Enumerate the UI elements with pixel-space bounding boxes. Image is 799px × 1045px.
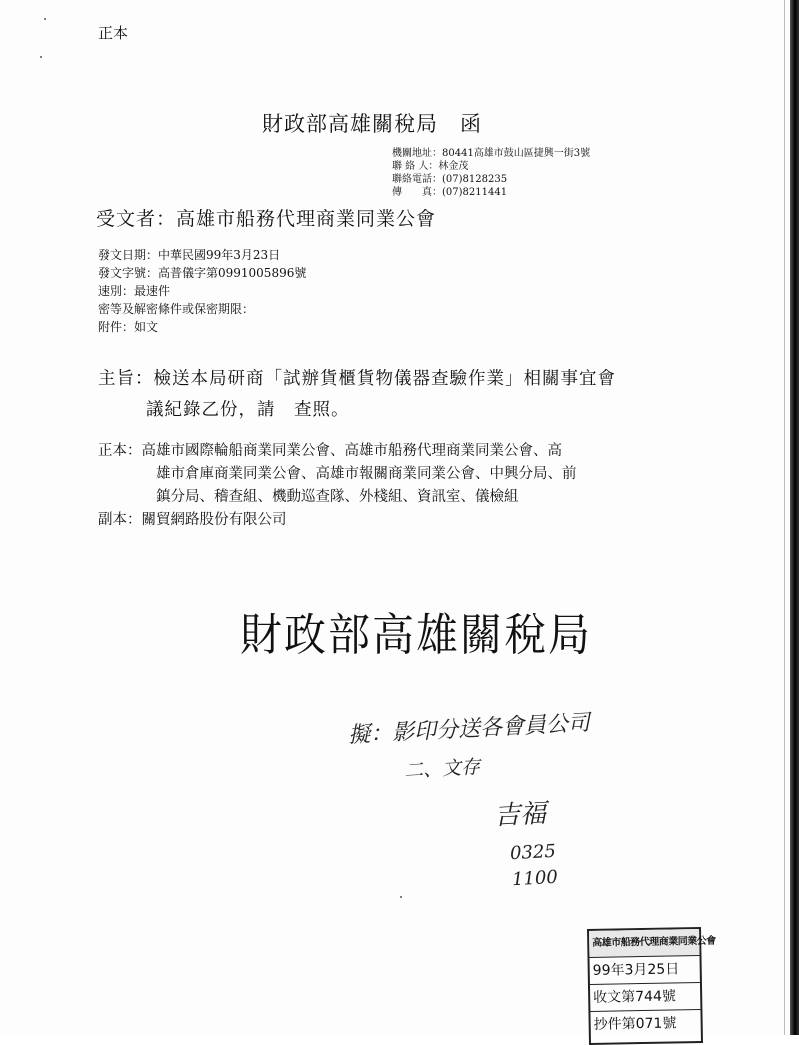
attachment: 附件：如文 [98, 320, 159, 334]
handwritten-date: 0325 [509, 840, 557, 865]
handwritten-signature: 吉福 [493, 798, 547, 832]
contact-fax: 傳 真：(07)8211441 [392, 187, 508, 198]
receipt-stamp [587, 927, 716, 1045]
contact-phone: 聯絡電話：(07)8128235 [392, 174, 508, 185]
subject-block [98, 364, 616, 426]
contact-person: 聯 絡 人：林金茂 [392, 161, 469, 172]
original-recipients-1: 正本：高雄市國際輪船商業同業公會、高雄市船務代理商業同業公會、高 [98, 443, 562, 459]
scan-edge [790, 0, 799, 1035]
scan-speck [40, 56, 42, 58]
copy-recipients: 副本：關貿網路股份有限公司 [98, 512, 287, 528]
distribution-block [98, 440, 577, 532]
subject-line-2: 議紀錄乙份，請 查照。 [146, 400, 350, 420]
scan-speck [44, 18, 46, 20]
speed-class: 速別：最速件 [98, 284, 171, 298]
recipient: 受文者：高雄市船務代理商業同業公會 [96, 208, 437, 230]
document-title: 財政部高雄關稅局 函 [262, 112, 482, 136]
meta-block [98, 246, 306, 336]
subject-line-1: 主旨：檢送本局研商「試辦貨櫃貨物儀器查驗作業」相關事宜會 [98, 369, 616, 389]
scan-speck [400, 896, 402, 898]
handwritten-note: 擬：影印分送各會員公司 [347, 710, 591, 749]
original-recipients-3: 鎮分局、稽查組、機動巡查隊、外棧組、資訊室、儀檢組 [156, 489, 519, 505]
scan-line [784, 0, 785, 1035]
stamp-header: 高雄市船務代理商業同業公會 [589, 929, 699, 958]
handwritten-note-2: 二、文存 [403, 756, 481, 782]
secrecy-level: 密等及解密條件或保密期限： [98, 302, 255, 316]
contact-block [392, 147, 590, 199]
stamp-copy-number: 抄件第071號 [593, 1015, 677, 1033]
copy-label: 正本 [98, 24, 129, 42]
issue-number: 發文字號：高普儀字第0991005896號 [98, 266, 307, 280]
handwritten-time: 1100 [511, 866, 559, 891]
agency-seal: 財政部高雄關稅局 [240, 608, 593, 661]
agency-address: 機關地址：80441高雄市鼓山區捷興一街3號 [392, 148, 591, 159]
original-recipients-2: 雄市倉庫商業同業公會、高雄市報關商業同業公會、中興分局、前 [156, 466, 577, 482]
stamp-date: 99年3月25日 [590, 956, 700, 985]
stamp-received-number: 收文第744號 [590, 983, 700, 1012]
issue-date: 發文日期：中華民國99年3月23日 [98, 248, 281, 262]
